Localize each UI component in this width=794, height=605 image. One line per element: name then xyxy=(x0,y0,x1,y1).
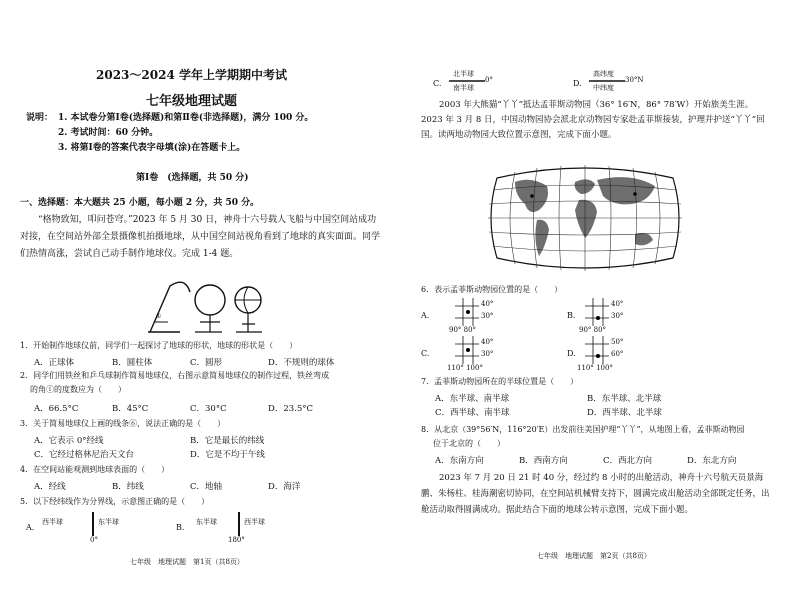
section1-intro: 一、选择题：本大题共 25 小题，每小题 2 分，共 50 分。 xyxy=(20,198,260,208)
q5-c-top: 北半球 xyxy=(453,70,474,78)
q5-c-label[interactable]: C. xyxy=(433,79,442,88)
q5-d-bottom: 中纬度 xyxy=(593,84,614,92)
q3-option-b[interactable]: B．它是最长的纬线 xyxy=(190,436,265,446)
q5-a-label[interactable]: A. xyxy=(26,523,35,532)
q6-a-lat-bottom: 30° xyxy=(481,312,494,320)
q5-c-bottom: 南半球 xyxy=(453,84,474,92)
q4-option-c[interactable]: C．地轴 xyxy=(190,482,223,492)
q2-option-b[interactable]: B．45°C xyxy=(112,404,149,414)
question-8-line2: 位于北京的（ ） xyxy=(433,439,505,448)
q1-option-d[interactable]: D．不规则的球体 xyxy=(268,358,335,368)
q1-option-b[interactable]: B．圆柱体 xyxy=(112,358,153,368)
spacewalk-passage: 2023 年 7 月 20 日 21 时 40 分，经过约 8 小时的出舱活动，神舟十六号航天员景海鹏、朱杨柱、桂海潮密切协同，在空间站机械臂支持下，圆满完成出舱活动全部既定任务，出舱活动取得圆满成功。据此结合下面的地球公转示意图，完成下面小题。 xyxy=(421,473,770,515)
note-2: 2. 考试时间：60 分钟。 xyxy=(58,128,159,138)
note-3: 3. 将第Ⅰ卷的答案代表字母填(涂)在答题卡上。 xyxy=(58,143,246,153)
q5-a-left: 西半球 xyxy=(42,518,63,526)
question-5: 5．以下经纬线作为分界线，示意图正确的是（ ） xyxy=(20,497,210,506)
q7-option-b[interactable]: B．东半球、北半球 xyxy=(587,394,662,404)
q6-d-lat-bottom: 60° xyxy=(611,350,624,358)
q6-option-d[interactable]: D. xyxy=(567,349,576,358)
q3-option-d[interactable]: D．它是不均于午线 xyxy=(190,450,265,460)
globe-making-diagram xyxy=(140,272,270,340)
question-4: 4．在空间站能观测到地球表面的（ ） xyxy=(20,465,170,474)
q2-option-c[interactable]: C．30°C xyxy=(190,404,227,414)
left-page-footer: 七年级 地理试题 第1页（共8页） xyxy=(130,558,244,566)
q5-a-line xyxy=(90,512,96,536)
q5-d-right: 30°N xyxy=(625,76,644,84)
q4-option-d[interactable]: D．海洋 xyxy=(268,482,301,492)
question-2-line2: 的角①的度数应为（ ） xyxy=(30,385,126,394)
question-2-line1: 2．同学们用铁丝和乒乓球制作简易地球仪，右图示意简易地球仪的制作过程，铁丝弯成 xyxy=(20,371,330,380)
notes-label: 说明： xyxy=(26,113,54,123)
q5-d-top: 高纬度 xyxy=(593,70,614,78)
q5-c-line xyxy=(449,79,485,83)
q3-option-c[interactable]: C．它经过格林尼治天文台 xyxy=(34,450,135,460)
question-6: 6．表示孟菲斯动物园位置的是（ ） xyxy=(421,285,563,294)
q1-option-c[interactable]: C．圆形 xyxy=(190,358,223,368)
exam-subtitle: 七年级地理试题 xyxy=(146,94,238,109)
right-page xyxy=(397,0,794,605)
q6-c-lat-bottom: 30° xyxy=(481,350,494,358)
q6-a-lon: 90° 80° xyxy=(449,326,477,334)
q5-d-label[interactable]: D. xyxy=(573,79,582,88)
q6-a-lat-top: 40° xyxy=(481,300,494,308)
q5-b-bottom: 180° xyxy=(228,536,245,544)
q4-option-a[interactable]: A．经线 xyxy=(34,482,66,492)
exam-title: 2023～2024 学年上学期期中考试 xyxy=(96,68,287,82)
question-1: 1．开始制作地球仪前，同学们一起探讨了地球的形状，地球的形状是（ ） xyxy=(20,341,298,350)
q6-b-lon: 90° 80° xyxy=(579,326,607,334)
q1-option-a[interactable]: A．正球体 xyxy=(34,358,75,368)
question-7: 7．孟菲斯动物园所在的半球位置是（ ） xyxy=(421,377,579,386)
section1-title: 第Ⅰ卷 (选择题，共 50 分) xyxy=(136,173,249,183)
q5-b-left: 东半球 xyxy=(196,518,217,526)
q5-c-right: 0° xyxy=(485,76,493,84)
q5-b-right: 西半球 xyxy=(244,518,265,526)
q4-option-b[interactable]: B．纬线 xyxy=(112,482,144,492)
q7-option-a[interactable]: A．东半球、南半球 xyxy=(435,394,510,404)
q2-option-a[interactable]: A．66.5°C xyxy=(34,404,79,414)
note-1: 1. 本试卷分第Ⅰ卷(选择题)和第Ⅱ卷(非选择题)，满分 100 分。 xyxy=(58,113,314,123)
q5-d-line xyxy=(589,79,625,83)
passage-intro: “格物致知，叩问苍穹。”2023 年 5 月 30 日，神舟十六号载人飞船与中国空间站成功对接，在空间站外部全景摄像机拍摄地球，从中国空间站视角看到了地球的真实面面。同学们热情高涨，尝试自己动手制作地球仪。完成 1-4 题。 xyxy=(20,215,381,259)
q8-option-d[interactable]: D．东北方向 xyxy=(687,456,737,466)
q7-option-c[interactable]: C．西半球、南半球 xyxy=(435,408,510,418)
q6-option-c[interactable]: C. xyxy=(421,349,430,358)
panda-passage: 2003 年大熊猫“丫丫”抵达孟菲斯动物园（36° 16′N，86° 78′W）开始旅美生涯。2023 年 3 月 8 日，中国动物园协会派北京动物园专家赴孟菲斯接装，护理并护送“丫丫”回国。读两地动物园大致位置示意图，完成下面小题。 xyxy=(421,100,765,140)
right-page-footer: 七年级 地理试题 第2页（共8页） xyxy=(537,552,651,560)
q5-b-line xyxy=(236,512,242,536)
question-3: 3．关于简易地球仪上画的线条⑥，说法正确的是（ ） xyxy=(20,419,226,428)
q2-option-d[interactable]: D．23.5°C xyxy=(268,404,313,414)
q6-c-lat-top: 40° xyxy=(481,338,494,346)
q5-b-label[interactable]: B. xyxy=(176,523,185,532)
q6-b-lat-top: 40° xyxy=(611,300,624,308)
q3-option-a[interactable]: A．它表示 0°经线 xyxy=(34,436,104,446)
q8-option-b[interactable]: B．西南方向 xyxy=(519,456,568,466)
q6-option-b[interactable]: B. xyxy=(567,311,576,320)
q6-c-lon: 110° 100° xyxy=(447,364,483,372)
q6-option-a[interactable]: A. xyxy=(421,311,430,320)
question-8-line1: 8．从北京（39°56′N，116°20′E）出发前往美国护理“丫丫”，从地图上看，孟菲斯动物园 xyxy=(421,425,745,434)
q5-a-bottom: 0° xyxy=(90,536,98,544)
q5-a-right: 东半球 xyxy=(98,518,119,526)
svg-text:①: ① xyxy=(156,313,162,320)
q7-option-d[interactable]: D．西半球、北半球 xyxy=(587,408,662,418)
q6-d-lon: 110° 100° xyxy=(577,364,613,372)
q8-option-a[interactable]: A．东南方向 xyxy=(435,456,484,466)
q6-d-lat-top: 50° xyxy=(611,338,624,346)
q6-b-lat-bottom: 30° xyxy=(611,312,624,320)
world-map xyxy=(485,160,685,276)
q8-option-c[interactable]: C．西北方向 xyxy=(603,456,653,466)
